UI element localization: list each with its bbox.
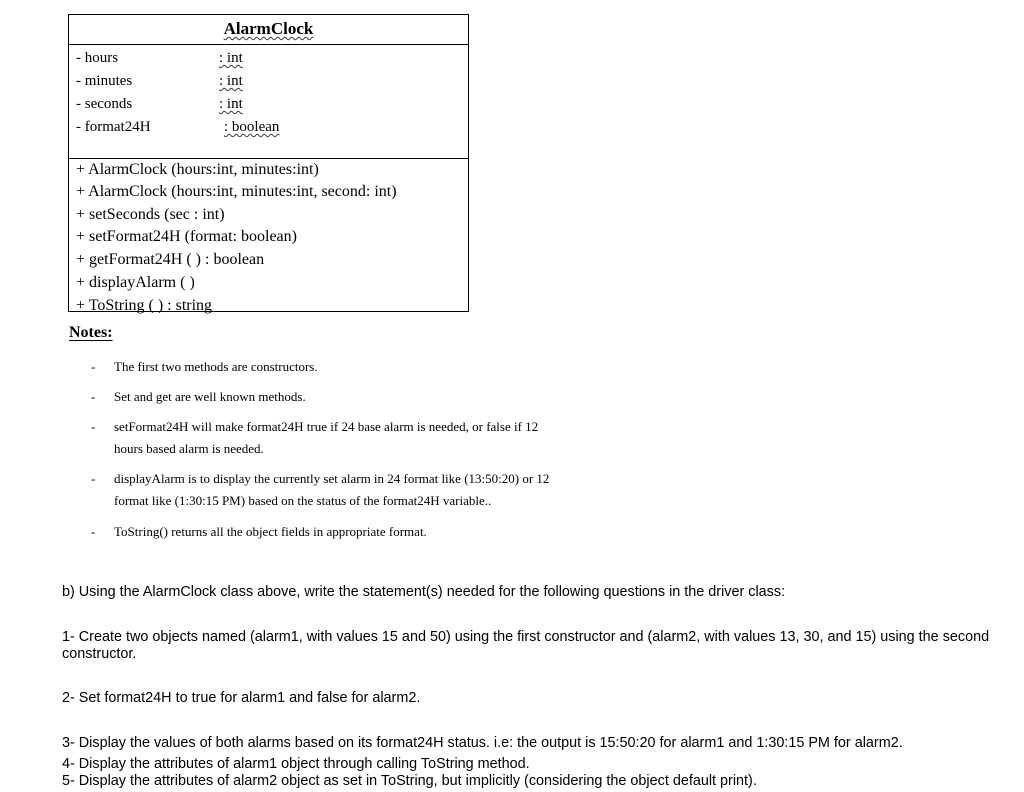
note-text: displayAlarm is to display the currently set alarm in 24 format like (13:50:20) or 12 xyxy=(114,471,550,486)
attribute-type: : int xyxy=(219,73,243,89)
question-3: 3- Display the values of both alarms based on its format24H status. i.e: the output is 15:50:20 for alarm1 and 1:30:15 PM for alarm2. xyxy=(62,735,903,751)
note-text: The first two methods are constructors. xyxy=(114,359,318,374)
question-intro: b) Using the AlarmClock class above, write the statement(s) needed for the following questions in the driver class: xyxy=(62,584,786,600)
note-bullet: - xyxy=(91,419,96,434)
note-bullet: - xyxy=(91,359,96,374)
class-name xyxy=(69,15,468,45)
method-row: + AlarmClock (hours:int, minutes:int, second: int) xyxy=(76,183,397,200)
attribute-name: - format24H xyxy=(76,119,151,135)
question-1-continued: constructor. xyxy=(62,646,137,662)
method-row: + getFormat24H ( ) : boolean xyxy=(76,251,265,268)
note-bullet: - xyxy=(91,389,96,404)
question-4: 4- Display the attributes of alarm1 object through calling ToString method. xyxy=(62,756,530,772)
question-2: 2- Set format24H to true for alarm1 and false for alarm2. xyxy=(62,690,421,706)
method-row: + displayAlarm ( ) xyxy=(76,274,195,291)
note-bullet: - xyxy=(91,524,96,539)
method-row: + ToString ( ) : string xyxy=(76,297,213,314)
question-1: 1- Create two objects named (alarm1, with values 15 and 50) using the first constructor and (alarm2, with values 13, 30, and 15) using the second xyxy=(62,629,990,645)
note-text: Set and get are well known methods. xyxy=(114,389,306,404)
attribute-name: - hours xyxy=(76,50,119,66)
attribute-type: : int xyxy=(219,50,243,66)
attribute-type: : int xyxy=(219,96,243,112)
attribute-type: : boolean xyxy=(224,119,280,135)
attribute-name: - seconds xyxy=(76,96,133,112)
class-name-text: AlarmClock xyxy=(223,19,314,38)
attributes-section xyxy=(69,45,468,159)
method-row: + setFormat24H (format: boolean) xyxy=(76,228,297,245)
note-text: setFormat24H will make format24H true if 24 base alarm is needed, or false if 12 xyxy=(114,419,539,434)
note-text: hours based alarm is needed. xyxy=(114,441,264,456)
note-text: ToString() returns all the object fields in appropriate format. xyxy=(114,524,427,539)
note-bullet: - xyxy=(91,471,96,486)
question-5: 5- Display the attributes of alarm2 object as set in ToString, but implicitly (considering the object default print). xyxy=(62,773,757,789)
attribute-name: - minutes xyxy=(76,73,133,89)
method-row: + setSeconds (sec : int) xyxy=(76,206,225,223)
method-row: + AlarmClock (hours:int, minutes:int) xyxy=(76,161,319,178)
note-text: format like (1:30:15 PM) based on the status of the format24H variable.. xyxy=(114,493,492,508)
notes-heading: Notes: xyxy=(69,324,113,341)
uml-class-box xyxy=(68,14,469,312)
